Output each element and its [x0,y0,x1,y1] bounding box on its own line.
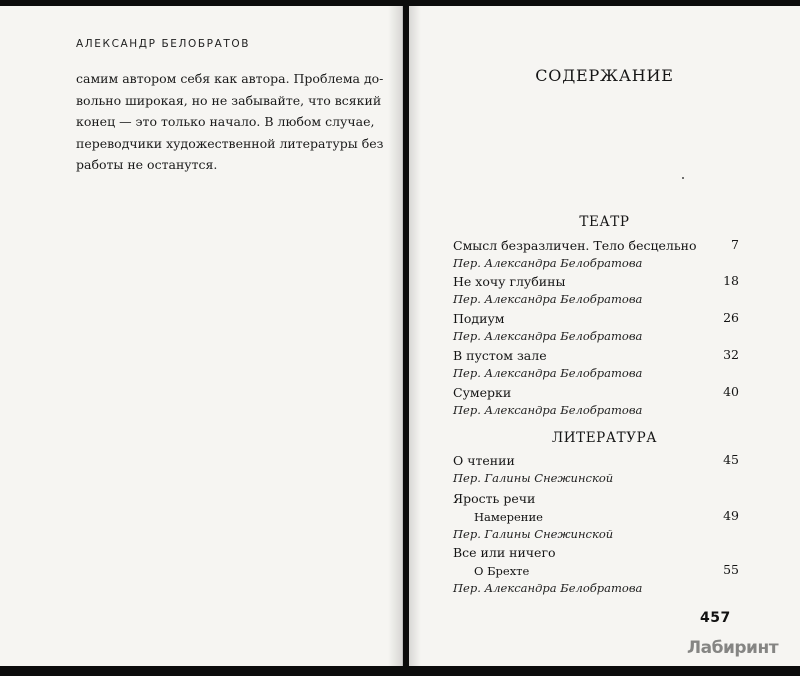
body-text [76,68,384,176]
entry-page: 45 [723,452,739,467]
entry-title: В пустом зале [453,348,547,363]
body-line: работы не останутся. [76,157,218,172]
entry-subtitle: О Брехте [474,564,530,578]
toc-entry [453,310,739,345]
section-heading-literature: ЛИТЕРАТУРА [551,430,658,446]
entry-translator: Пер. Александра Белобратова [453,403,643,417]
entry-title: Сумерки [453,385,512,400]
toc-entry [453,490,739,543]
entry-page: 7 [731,237,739,252]
entry-translator: Пер. Александра Белобратова [453,256,643,270]
body-line: вольно широкая, но не забывайте, что всякий [76,92,382,108]
entry-title: Не хочу глубины [453,274,566,289]
entry-translator: Пер. Александра Белобратова [453,581,643,595]
entry-title: Ярость речи [453,491,536,506]
body-line: самим автором себя как автора. Проблема до- [76,71,384,86]
running-head: АЛЕКСАНДР БЕЛОБРАТОВ [76,38,251,50]
contents-title: СОДЕРЖАНИЕ [535,66,674,85]
gutter-shadow-right [409,6,421,666]
body-line: конец — это только начало. В любом случае, [76,114,375,129]
toc-entry [453,544,739,597]
section-heading-theatre: ТЕАТР [579,214,630,230]
entry-page: 49 [723,508,739,523]
gutter-shadow-left [388,6,402,666]
watermark-logo: Лабиринт [687,638,779,658]
right-page [409,6,800,666]
entry-page: 18 [723,273,739,288]
entry-translator: Пер. Александра Белобратова [453,292,643,306]
entry-title: Все или ничего [453,545,556,560]
print-speck [682,177,684,179]
entry-page: 26 [723,310,739,325]
toc-entry [453,237,739,272]
entry-page: 40 [723,384,739,399]
entry-translator: Пер. Александра Белобратова [453,329,643,343]
entry-title: Смысл безразличен. Тело бесцельно [453,238,697,253]
left-page [0,6,403,666]
entry-translator: Пер. Галины Снежинской [453,527,614,541]
body-line: переводчики художественной литературы без [76,135,384,151]
entry-title: О чтении [453,453,515,468]
toc-entry [453,273,739,308]
toc-entry [453,384,739,419]
toc-entry [453,452,739,487]
entry-subtitle: Намерение [474,510,543,524]
page-number: 457 [700,610,731,626]
entry-title: Подиум [453,311,505,326]
entry-page: 55 [723,562,739,577]
entry-page: 32 [723,347,739,362]
entry-translator: Пер. Александра Белобратова [453,366,643,380]
toc-entry [453,347,739,382]
entry-translator: Пер. Галины Снежинской [453,471,614,485]
